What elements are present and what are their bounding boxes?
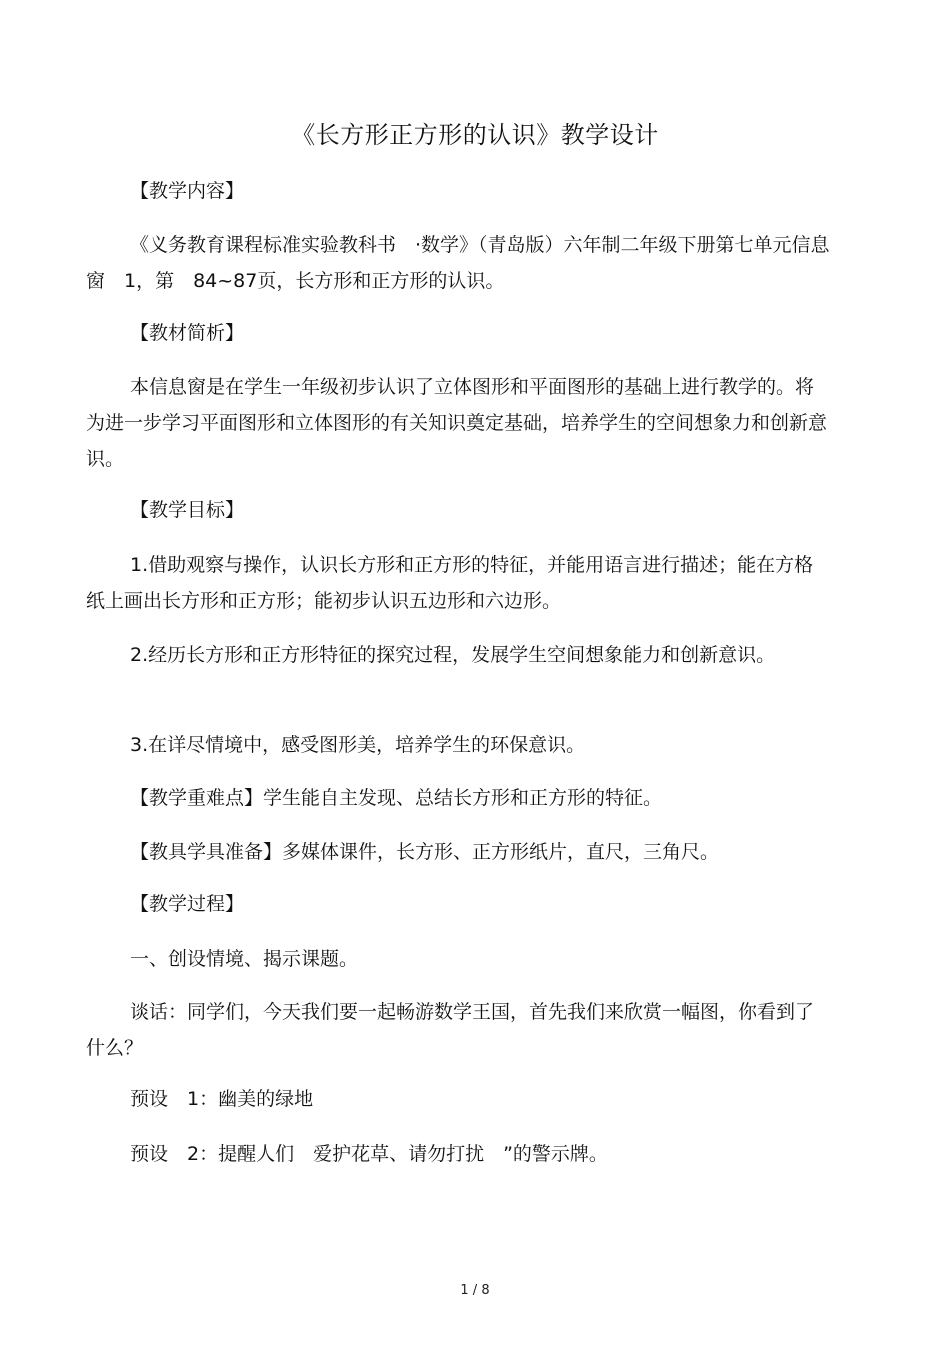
section-heading-objectives: 【教学目标】 [130, 499, 245, 521]
materials-line: 【教具学具准备】多媒体课件，长方形、正方形纸片，直尺，三角尺。 [130, 841, 720, 863]
paragraph-content: 《义务教育课程标准实验教科书 ·数学》（青岛版）六年制二年级下册第七单元信息窗 1，第 84~87页，长方形和正方形的认识。 [86, 234, 830, 292]
key-points-line: 【教学重难点】学生能自主发现、总结长方形和正方形的特征。 [130, 787, 663, 809]
dialogue-paragraph: 谈话：同学们，今天我们要一起畅游数学王国，首先我们来欣赏一幅图，你看到了什么？ [86, 1001, 815, 1059]
process-step-1: 一、创设情境、揭示课题。 [130, 948, 359, 970]
preset-answer-1: 预设 1：幽美的绿地 [130, 1088, 314, 1110]
objective-item-2: 2.经历长方形和正方形特征的探究过程，发展学生空间想象能力和创新意识。 [130, 644, 776, 666]
paragraph-analysis: 本信息窗是在学生一年级初步认识了立体图形和平面图形的基础上进行教学的。将为进一步学习平面图形和立体图形的有关知识奠定基础，培养学生的空间想象力和创新意识。 [86, 376, 828, 470]
section-heading-analysis: 【教材简析】 [130, 322, 245, 344]
page-indicator: 1 / 8 [460, 1283, 490, 1298]
document-title: 《长方形正方形的认识》教学设计 [291, 121, 659, 149]
preset-answer-2: 预设 2：提醒人们 爱护花草、请勿打扰 ”的警示牌。 [130, 1143, 608, 1165]
section-heading-process: 【教学过程】 [130, 893, 245, 915]
objective-item-3: 3.在详尽情境中，感受图形美，培养学生的环保意识。 [130, 734, 586, 756]
section-heading-content: 【教学内容】 [130, 180, 245, 202]
objective-item-1: 1.借助观察与操作，认识长方形和正方形的特征，并能用语言进行描述；能在方格纸上画出长方形和正方形；能初步认识五边形和六边形。 [86, 554, 814, 612]
